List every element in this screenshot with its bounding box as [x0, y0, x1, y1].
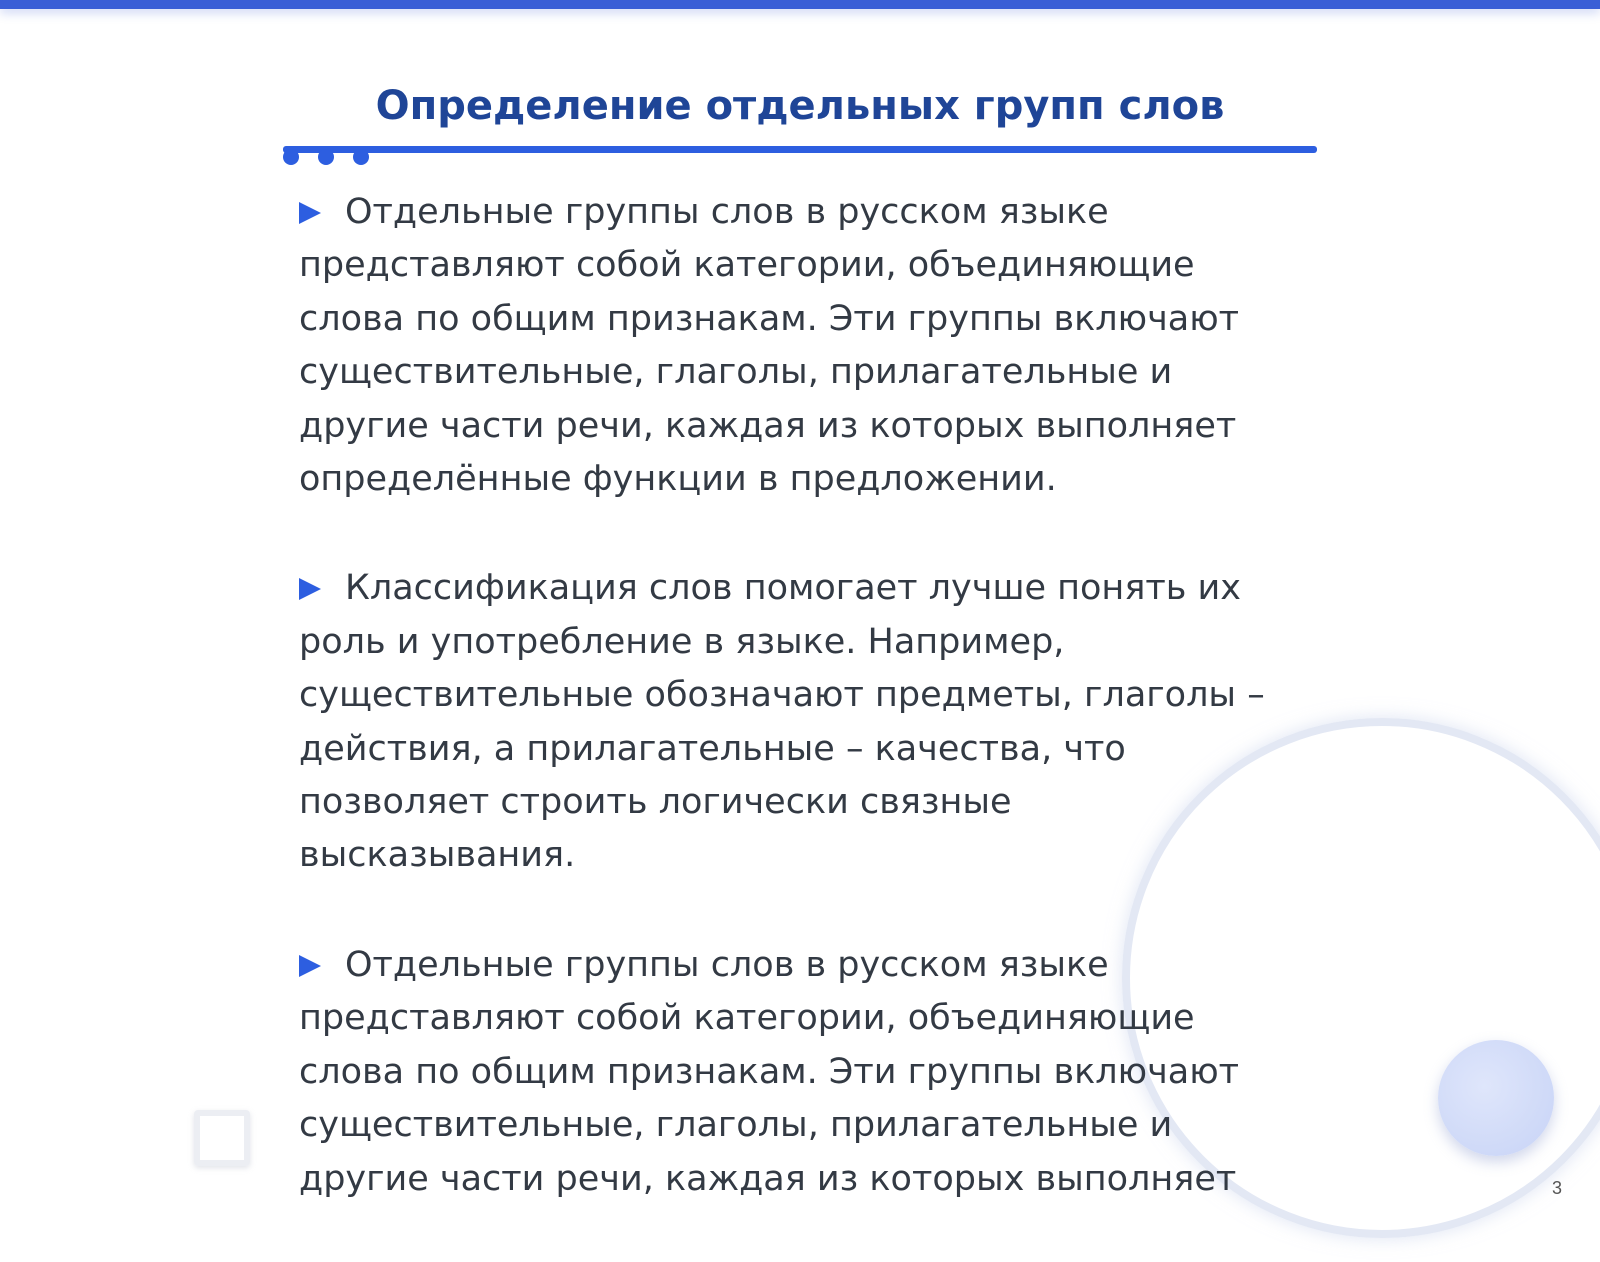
- bullet-paragraph-3: [299, 939, 1289, 1206]
- paragraph-text: Отдельные группы слов в русском языке представляют собой категории, объединяющие слова по общим признакам. Эти группы включают существительные, глаголы, прилагательные и другие части речи, каждая из которых выполняет: [299, 944, 1240, 1199]
- paragraph-text: Классификация слов помогает лучше понять их роль и употребление в языке. Например, существительные обозначают предметы, глаголы – действия, а прилагательные – качества, что позволяет строить логически связные высказывания.: [299, 568, 1265, 876]
- triangle-bullet-icon: [299, 955, 321, 977]
- paragraph-text: Отдельные группы слов в русском языке представляют собой категории, объединяющие слова по общим признакам. Эти группы включают существительные, глаголы, прилагательные и другие части речи, каждая из которых выполняет определённые функции в предложении.: [299, 192, 1240, 500]
- bullet-paragraph-2: [299, 562, 1289, 882]
- decorative-filled-circle: [1438, 1040, 1554, 1156]
- title-underline: [283, 146, 1317, 153]
- title-dot-icon: [283, 149, 299, 165]
- top-accent-bar: [0, 0, 1600, 9]
- title-dot-icon: [353, 149, 369, 165]
- slide-number: 3: [1552, 1178, 1563, 1198]
- bullet-paragraph-1: [299, 186, 1289, 506]
- title-dot-icon: [318, 149, 334, 165]
- decorative-square-outline: [194, 1110, 250, 1166]
- triangle-bullet-icon: [299, 578, 321, 600]
- slide-title: Определение отдельных групп слов: [375, 83, 1225, 129]
- slide-body: [299, 186, 1289, 1262]
- triangle-bullet-icon: [299, 202, 321, 224]
